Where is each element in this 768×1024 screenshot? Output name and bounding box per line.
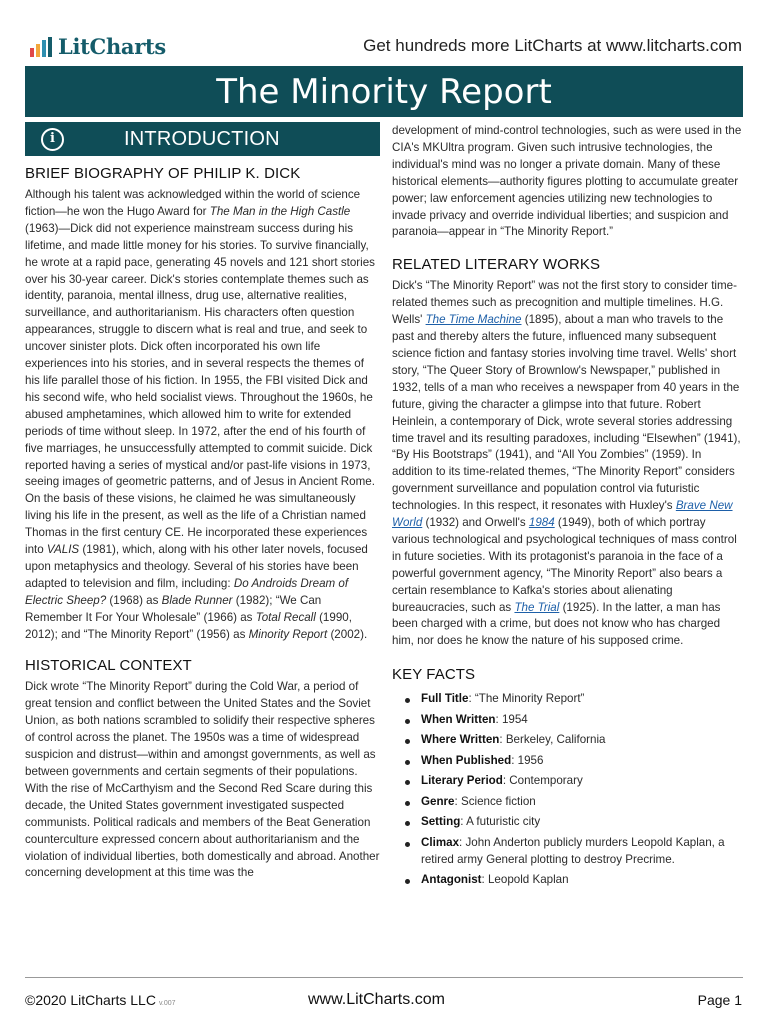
logo-bars-icon [30, 37, 52, 57]
footer-copyright: ©2020 LitCharts LLC v.007 [25, 992, 176, 1008]
key-facts-heading: KEY FACTS [392, 666, 476, 684]
key-fact-item: Climax: John Anderton publicly murders Leopold Kaplan, a retired army General plotting to destroy Precrime. [392, 835, 744, 869]
introduction-band [25, 122, 380, 156]
biography-heading: BRIEF BIOGRAPHY OF PHILIP K. DICK [25, 165, 301, 182]
introduction-label: INTRODUCTION [124, 127, 280, 150]
link-brave-new-world[interactable]: Brave New World [392, 499, 733, 530]
key-fact-item: Genre: Science fiction [392, 794, 744, 811]
title-band [25, 66, 743, 117]
top-bar [0, 0, 768, 62]
key-fact-item: When Published: 1956 [392, 753, 744, 770]
key-fact-item: When Written: 1954 [392, 712, 744, 729]
key-fact-item: Where Written: Berkeley, California [392, 732, 744, 749]
key-fact-item: Literary Period: Contemporary [392, 773, 744, 790]
left-column [25, 122, 380, 895]
key-facts-list [392, 691, 744, 889]
historical-text-continued: development of mind-control technologies, such as were used in the CIA's MKUltra program. Given such intrusive technologies, the individual's mind was no longer a private domain. Many of these historical elements—authority figures plotting to accumulate greater power; law enforcement agencies utilizing new technologies to invade privacy and override individual liberties; and suspicion and paranoia—appear in “The Minority Report.” [392, 124, 742, 239]
litcharts-logo[interactable] [30, 34, 166, 59]
biography-section [25, 164, 380, 643]
page-title: The Minority Report [216, 71, 552, 112]
historical-continued [392, 123, 744, 241]
related-works-text: Dick's “The Minority Report” was not the first story to consider time-related themes such as precognition and multiple timelines. H.G. Wells' The Time Machine (1895), about a man who travels to the past and thereby alters the future, influenced many subsequent science fiction and fantasy stories involving time travel. Wells' short story, “The Queer Story of Brownlow's Newspaper,” published in 1932, tells of a man who receives a newspaper from 40 years in the future, giving the character a glimpse into that future. Robert Heinlein, a contemporary of Dick, wrote several stories addressing time travel and its resulting paradoxes, including “Elsewhen” (1941), “By His Bootstraps” (1941), and “All You Zombies” (1959). In addition to its time-related themes, “The Minority Report” considers government surveillance and population control via futuristic technologies. In this respect, it resonates with Huxley's Brave New World (1932) and Orwell's 1984 (1949), both of which portray various technological and psychological techniques of mass control in future societies. With its protagonist's paranoia in the face of a powerful government agency, “The Minority Report” also bears a certain resemblance to Kafka's stories about alienating bureaucracies, such as The Trial (1925). In the latter, a man has been charged with a crime, but does not know who has charged him, nor does he know the nature of his supposed crime. [392, 279, 741, 648]
related-works-heading: RELATED LITERARY WORKS [392, 256, 601, 274]
promo-text: Get hundreds more LitCharts at www.litcharts.com [363, 36, 742, 55]
footer-site-link[interactable]: www.LitCharts.com [308, 991, 445, 1008]
key-fact-item: Full Title: “The Minority Report” [392, 691, 744, 708]
footer-divider [25, 977, 743, 978]
info-icon: i [41, 128, 64, 151]
historical-heading: HISTORICAL CONTEXT [25, 657, 192, 675]
link-the-trial[interactable]: The Trial [514, 600, 560, 614]
historical-section [25, 656, 380, 882]
logo-text: LitCharts [58, 34, 166, 59]
link-time-machine[interactable]: The Time Machine [425, 313, 522, 327]
key-fact-item: Antagonist: Leopold Kaplan [392, 872, 744, 889]
link-1984[interactable]: 1984 [528, 516, 555, 530]
related-works-section [392, 255, 744, 650]
historical-text: Dick wrote “The Minority Report” during the Cold War, a period of great tension and conflict between the United States and the Soviet Union, as both nations scrambled to solidify their respective spheres of control across the planet. The 1950s was a time of widespread suspicion and distrust—within and amongst governments, as well as between governments and certain segments of their populations. With the rise of McCarthyism and the Second Red Scare during this decade, the United States government investigated suspected communists. Political radicals and members of the Beat Generation counterculture expressed concern about authoritarianism and the violation of individual liberties, both domestically and abroad. Another concerning development at this time was the [25, 680, 380, 880]
key-fact-item: Setting: A futuristic city [392, 814, 744, 831]
footer-page-number: Page 1 [697, 992, 742, 1008]
right-column [392, 123, 744, 902]
biography-text: Although his talent was acknowledged within the world of science fiction—he won the Hugo Award for The Man in the High Castle (1963)—Dick did not experience mainstream success during his lifetime, and made little money for his stories. To survive financially, he wrote at a rapid pace, generating 45 novels and 121 short stories over his 30-year career. Dick's stories contemplate themes such as identity, paranoia, mental illness, drug use, alternative realities, surveillance, and authoritarianism. His characters often question appearances, struggle to discern what is real and true, and seek to uncover sinister plots. Dick often incorporated his own life experiences into his stories, and in several respects the themes of his life parallel those of his fiction. In 1955, the FBI visited Dick and his second wife, who held socialist views. Throughout the 1960s, he abused amphetamines, which allowed him to write for extended periods of time without sleep. In 1972, after the end of his fourth of five marriages, he unsuccessfully attempted to commit suicide. Dick reported having a series of mystical and/or past-life visions in 1973, seeing images of geometric patterns, and of Jesus in Ancient Rome. On the basis of these visions, he claimed he was simultaneously living his life in the present, as well as the life of a Christian named Thomas in the first century CE. He incorporated these experiences into VALIS (1981), which, along with his other later novels, focused upon metaphysics and theology. Several of his stories have been adapted to television and film, including: Do Androids Dream of Electric Sheep? (1968) as Blade Runner (1982); “We Can Remember It For Your Wholesale” (1966) as Total Recall (1990, 2012); and “The Minority Report” (1956) as Minority Report (2002). [25, 188, 375, 641]
footer-version: v.007 [158, 1000, 176, 1007]
key-facts-section [392, 665, 744, 889]
